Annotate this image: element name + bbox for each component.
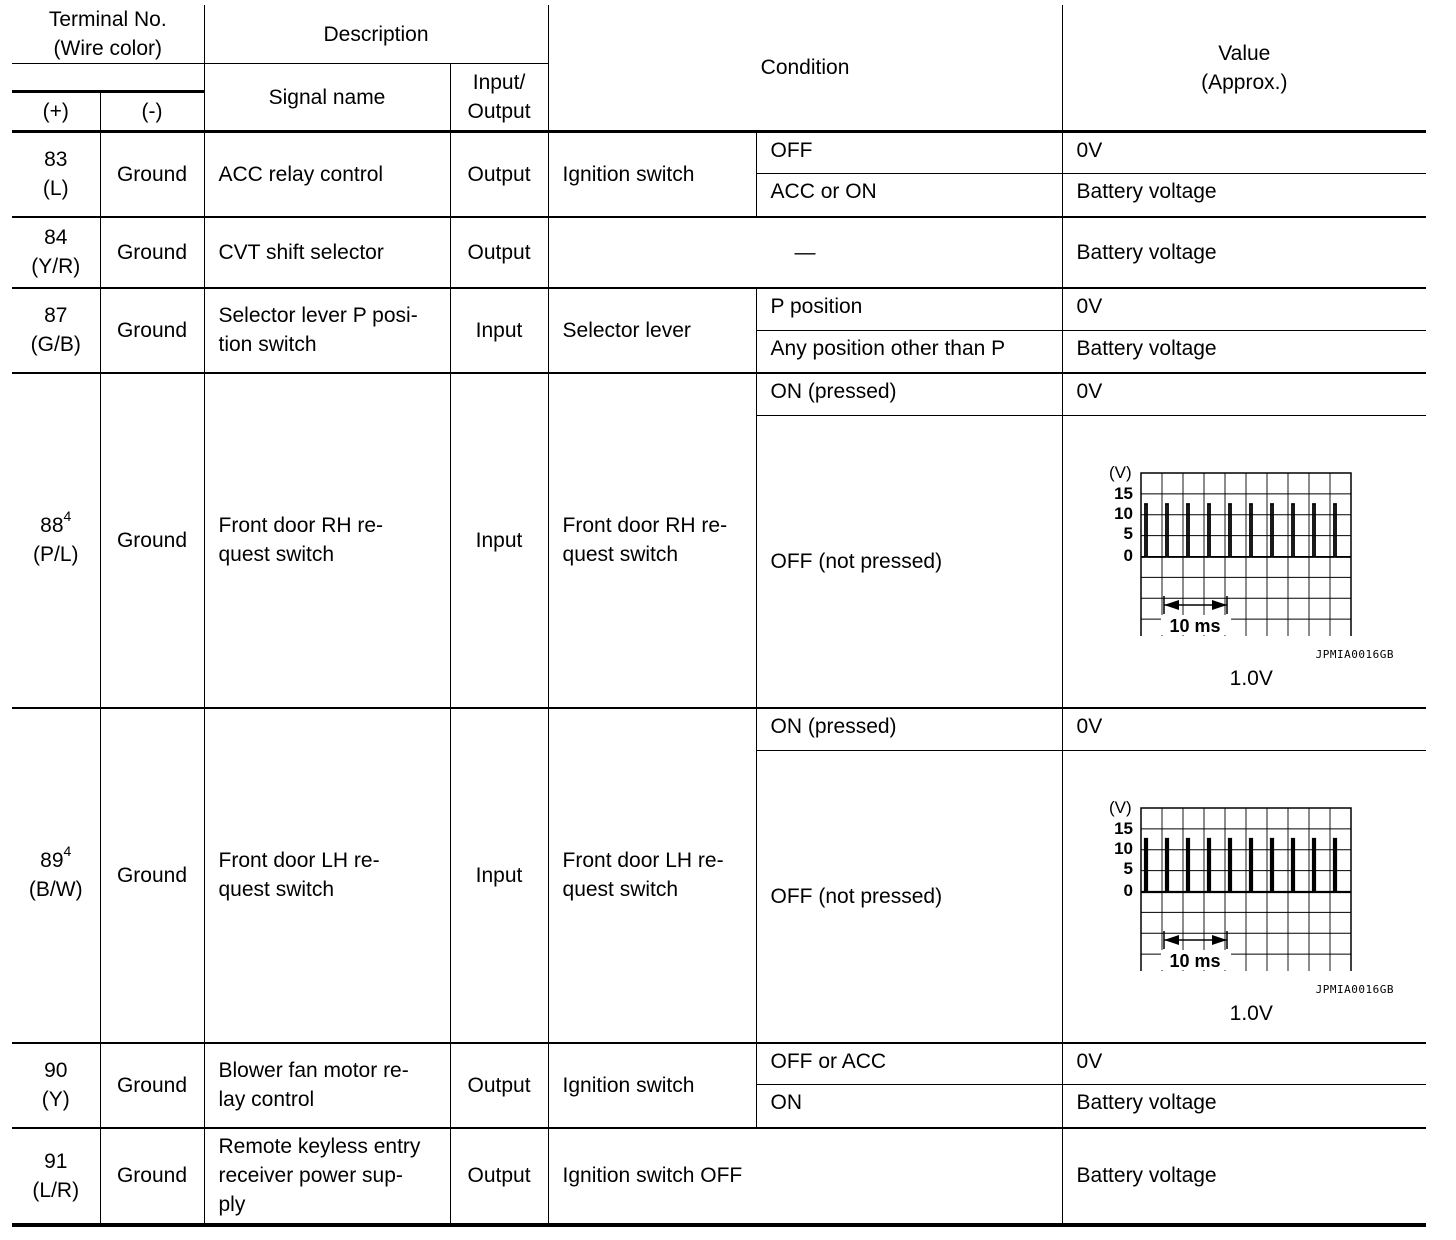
waveform-tick-5: 5 xyxy=(1123,523,1133,543)
value-cell: Battery voltage xyxy=(1062,174,1426,217)
waveform-value-cell xyxy=(1062,416,1426,708)
condition-cell: Front door RH re- quest switch xyxy=(548,373,756,708)
io-cell: Output xyxy=(450,132,548,217)
waveform-unit-label: (V) xyxy=(1108,462,1132,482)
state-cell: OFF xyxy=(756,132,1062,174)
terminal-cell: $88^4$ (P/L) xyxy=(12,373,100,708)
io-cell: Input xyxy=(450,708,548,1043)
value-cell: 0V xyxy=(1062,708,1426,751)
ground-cell: Ground xyxy=(100,217,204,288)
state-cell: Any position other than P xyxy=(756,331,1062,373)
value-cell: 1.0V xyxy=(1229,1001,1273,1025)
table-row xyxy=(12,1043,1426,1085)
ground-cell: Ground xyxy=(100,1128,204,1225)
header-minus: (-) xyxy=(100,92,204,132)
table-row xyxy=(12,373,1426,416)
condition-cell: Ignition switch xyxy=(548,132,756,217)
table-row xyxy=(12,1128,1426,1225)
value-cell: Battery voltage xyxy=(1062,217,1426,288)
table-row xyxy=(12,708,1426,751)
signal-name-cell: Selector lever P posi- tion switch xyxy=(204,288,450,373)
signal-name-cell: Remote keyless entry receiver power sup- ply xyxy=(204,1128,450,1225)
terminal-cell: 83 (L) xyxy=(12,132,100,217)
header-terminal-no: Terminal No. (Wire color) xyxy=(12,5,204,64)
waveform-unit-label: (V) xyxy=(1108,797,1132,817)
condition-cell: Ignition switch xyxy=(548,1043,756,1128)
header-description: Description xyxy=(204,5,548,64)
waveform-scale-arrow xyxy=(1164,931,1227,949)
waveform-tick-0: 0 xyxy=(1123,545,1133,565)
table-row xyxy=(12,132,1426,174)
signal-name-cell: Front door RH re- quest switch xyxy=(204,373,450,708)
ground-cell: Ground xyxy=(100,373,204,708)
pulse-waveform-chart xyxy=(1063,765,1425,971)
value-cell: Battery voltage xyxy=(1062,331,1426,373)
value-cell: Battery voltage xyxy=(1062,1128,1426,1225)
header-plus: (+) xyxy=(12,92,100,132)
ground-cell: Ground xyxy=(100,708,204,1043)
signal-name-cell: ACC relay control xyxy=(204,132,450,217)
table-row xyxy=(12,217,1426,288)
state-cell: ON xyxy=(756,1085,1062,1128)
state-cell: ON (pressed) xyxy=(756,373,1062,416)
header-signal-name: Signal name xyxy=(204,64,450,132)
waveform-reference-code: JPMIA0016GB xyxy=(1315,982,1395,996)
waveform-grid xyxy=(1141,473,1351,636)
header-spacer xyxy=(12,64,204,92)
value-cell: Battery voltage xyxy=(1062,1085,1426,1128)
waveform-scale-label: 10 ms xyxy=(1169,615,1221,636)
header-input-output: Input/ Output xyxy=(450,64,548,132)
waveform-tick-0: 0 xyxy=(1123,880,1133,900)
waveform-tick-5: 5 xyxy=(1123,858,1133,878)
waveform-tick-10: 10 xyxy=(1113,503,1133,523)
pulse-waveform-chart xyxy=(1063,430,1425,636)
condition-cell: — xyxy=(548,217,1062,288)
header-condition: Condition xyxy=(548,5,1062,132)
ground-cell: Ground xyxy=(100,1043,204,1128)
waveform-scale-arrow xyxy=(1164,596,1227,614)
condition-cell: Ignition switch OFF xyxy=(548,1128,1062,1225)
header-value: Value (Approx.) xyxy=(1062,5,1426,132)
signal-name-cell: Front door LH re- quest switch xyxy=(204,708,450,1043)
io-cell: Output xyxy=(450,217,548,288)
state-cell: ON (pressed) xyxy=(756,708,1062,751)
terminal-cell: 91 (L/R) xyxy=(12,1128,100,1225)
ground-cell: Ground xyxy=(100,132,204,217)
condition-cell: Selector lever xyxy=(548,288,756,373)
io-cell: Output xyxy=(450,1043,548,1128)
io-cell: Input xyxy=(450,373,548,708)
signal-name-cell: Blower fan motor re- lay control xyxy=(204,1043,450,1128)
state-cell: OFF or ACC xyxy=(756,1043,1062,1085)
ground-cell: Ground xyxy=(100,288,204,373)
state-cell: P position xyxy=(756,288,1062,331)
value-cell: 0V xyxy=(1062,288,1426,331)
condition-cell: Front door LH re- quest switch xyxy=(548,708,756,1043)
state-cell: OFF (not pressed) xyxy=(756,751,1062,1043)
waveform-value-cell xyxy=(1062,751,1426,1043)
table-row xyxy=(12,288,1426,331)
terminal-cell: 90 (Y) xyxy=(12,1043,100,1128)
waveform-reference-code: JPMIA0016GB xyxy=(1315,647,1395,661)
waveform-grid xyxy=(1141,808,1351,971)
io-cell: Output xyxy=(450,1128,548,1225)
value-cell: 1.0V xyxy=(1229,666,1273,690)
waveform-tick-15: 15 xyxy=(1113,483,1133,503)
io-cell: Input xyxy=(450,288,548,373)
terminal-spec-table xyxy=(12,5,1426,1227)
waveform-tick-10: 10 xyxy=(1113,838,1133,858)
waveform-tick-15: 15 xyxy=(1113,818,1133,838)
terminal-cell: $89^4$ (B/W) xyxy=(12,708,100,1043)
state-cell: ACC or ON xyxy=(756,174,1062,217)
value-cell: 0V xyxy=(1062,132,1426,174)
waveform-scale-label: 10 ms xyxy=(1169,950,1221,971)
value-cell: 0V xyxy=(1062,373,1426,416)
value-cell: 0V xyxy=(1062,1043,1426,1085)
terminal-cell: 84 (Y/R) xyxy=(12,217,100,288)
signal-name-cell: CVT shift selector xyxy=(204,217,450,288)
state-cell: OFF (not pressed) xyxy=(756,416,1062,708)
terminal-cell: 87 (G/B) xyxy=(12,288,100,373)
